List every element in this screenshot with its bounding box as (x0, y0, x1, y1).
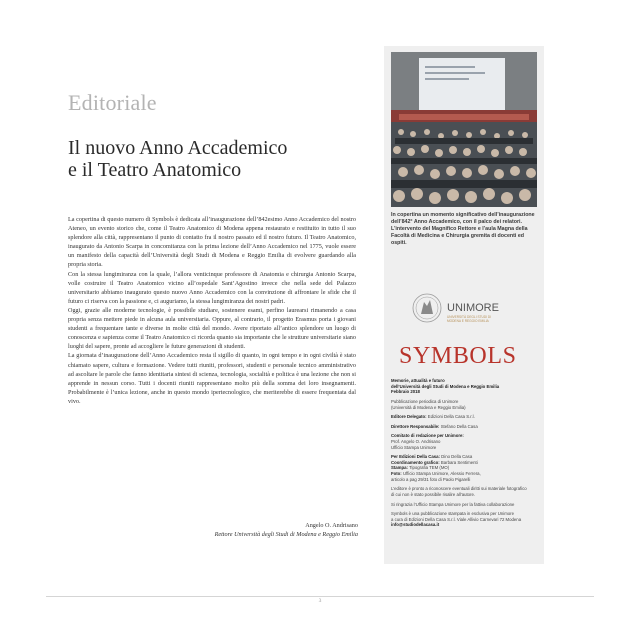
comitato-value-1: Prof. Angelo O. Andrisano (391, 438, 441, 444)
logo-area (391, 290, 539, 370)
colophon-periodic: Pubblicazione periodica di Unimore (391, 398, 459, 404)
unimore-symbols-logo (391, 290, 539, 370)
unimore-logo-text: UNIMORE (447, 302, 499, 314)
article-title (68, 137, 358, 181)
article-title-line-1: Il nuovo Anno Accademico (68, 137, 288, 159)
rights-note-2: di cui non è stato possibile risalire all’autore. (391, 492, 476, 498)
publisher-line-1: Symbols è una pubblicazione stampata in esclusiva per Unimore (391, 511, 515, 517)
foto-value: Ufficio Stampa Unimore, Alessio Ferrera, (402, 471, 481, 477)
author-role: Rettore Università degli Studi di Modena e Reggio Emilia (214, 530, 358, 538)
foto-value-2: articolo a pag 29/31 foto di Paolo Pigarelli (391, 476, 471, 482)
publisher-line-2: a cura di Edizioni Della Casa S.r.l. Viale Allivio Carnevari 72 Modena (391, 516, 522, 522)
direttore-value: Stefano Della Casa (440, 423, 478, 429)
section-label: Editoriale (68, 90, 157, 115)
article-paragraph: La giornata d’inaugurazione dell’Anno Accademico resta il sigillo di quanto, in ogni tempo e in ogni civiltà è stato chiamato sapere, cultura e formazione. Vedere tutti riuniti, professori, studenti e personale tecnico amministrativo ad ascoltare le parole che fanno identitaria sintesi di scienza, tecnologia, socialità e politica è una lezione che non si apprende in nessun corso. Tutti i docenti riuniti rappresentano molto più della somma dei loro insegnamenti. Probabilmente è l’unica lezione, anche in questo mondo ipertecnologico, che meriterebbe di essere frequentata dal vivo. (68, 352, 356, 405)
cover-caption: In copertina un momento significativo dell’inaugurazione dell’842° Anno Accademico, con il palco dei relatori. L’intervento del Magnifico Rettore e l’aula Magna della Facoltà di Medicina e Chirurgia gremita di docenti ed ospiti. (391, 212, 535, 247)
editore-value: Edizioni Della Casa S.r.l. (427, 414, 475, 420)
article-paragraph: La copertina di questo numero di Symbols è dedicata all’inaugurazione dell’842esimo Anno Accademico del nostro Ateneo, un evento storico che, come il Teatro Anatomico di Modena appena restaurato e restituito in tutto il suo splendore alla città, rappresentano il punto di contatto fra il nostro passato ed il nostro futuro. Il Teatro Anatomico, inaugurato da Antonio Scarpa in concomitanza con la prima lezione dell’Anno Accademico nel 1775, vuole essere un manifesto della capacità dell’Università degli Studi di Modena e Reggio Emilia di evolvere guardando alla propria storia. (68, 216, 356, 269)
author-name: Angelo O. Andrisano (305, 522, 358, 529)
signature (168, 522, 358, 540)
article-title-line-2: e il Teatro Anatomico (68, 159, 242, 181)
colophon-tagline: Memorie, attualità e futuro (391, 378, 445, 383)
stampa-label: Stampa: (391, 465, 408, 471)
thanks-note: Si ringrazia l’Ufficio Stampa Unimore per la fattiva collaborazione (391, 501, 515, 507)
unimore-logo-sub1: UNIVERSITÀ DEGLI STUDI DI (447, 315, 492, 319)
unimore-logo-sub2: MODENA E REGGIO EMILIA (447, 319, 489, 323)
comitato-label: Comitato di redazione per Unimore: (391, 433, 464, 439)
symbols-masthead: SYMBOLS (399, 343, 517, 369)
article-body (68, 215, 356, 406)
auditorium-photo-image (391, 52, 537, 207)
per-value: Dino Della Casa (441, 454, 473, 460)
colophon-issue: Febbraio 2018 (391, 389, 420, 395)
comitato-value-2: Ufficio Stampa Unimore (391, 444, 437, 450)
foto-label: Foto: (391, 471, 402, 477)
article-paragraph: Con la stessa lungimiranza con la quale, l’allora venticinque professore di Anatomia e chirurgia Antonio Scarpa, volle costruire il Teatro Anatomico vicino all’ospedale Sant’Agostino invece che nella sede del Palazzo universitario abbiamo inaugurato questo nuovo Anno Accademico con la convinzione di affrontare le sfide che il futuro ci riserva con la passione e, ci auguriamo, la stessa lungimiranza dei nostri padri. (68, 270, 356, 305)
publisher-email: info@studiodellacasa.it (391, 522, 440, 528)
stampa-value: Tipografia TEM (MO) (409, 465, 450, 471)
colophon (391, 378, 541, 532)
colophon-tagline-2: dell’Università degli Studi di Modena e Reggio Emilia (391, 383, 500, 389)
per-label: Per Edizioni Della Casa: (391, 454, 440, 460)
coord-label: Coordinamento grafico: (391, 459, 440, 465)
article-paragraph: Oggi, grazie alle moderne tecnologie, è possibile studiare, sostenere esami, perfino laurearsi rimanendo a casa propria senza mettere piede in alcuna aula universitaria. Oppure, al contrario, il progetto Erasmus porta i giovani studenti a frequentare tante e diverse in molte città del mondo. Avere riportato all’antico splendore un luogo di conoscenza e sapienza come il Teatro Anatomico ci ricorda quanto sia importante che le strutture universitarie siano luoghi del sapere, pronte ad accogliere le future generazioni di studenti. (68, 306, 356, 351)
colophon-periodic-2: (Università di Modena e Reggio Emilia) (391, 404, 466, 410)
page-number: 3 (318, 598, 322, 604)
editore-label: Editore Delegato: (391, 414, 427, 420)
footer-divider (46, 596, 594, 597)
rights-note-1: L’editore è pronto a riconoscere eventuali diritti sui materiale fotografico (391, 486, 527, 492)
cover-photo (391, 52, 537, 207)
direttore-label: Direttore Responsabile: (391, 423, 440, 429)
coord-value: Barbara Sentimenti (440, 459, 478, 465)
